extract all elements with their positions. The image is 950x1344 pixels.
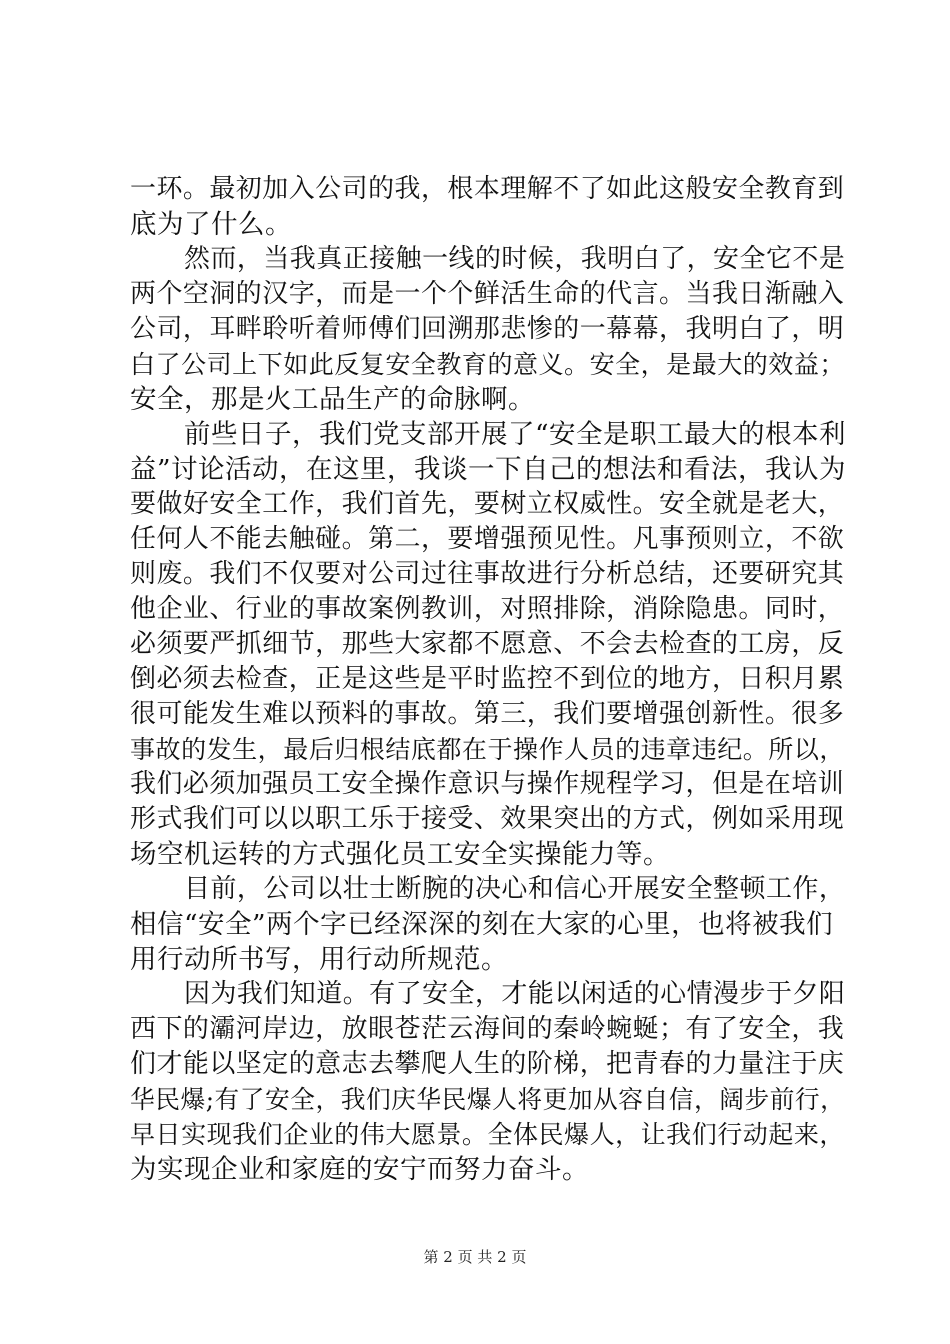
text-line: 目前，公司以壮士断腕的决心和信心开展安全整顿工作， (184, 874, 846, 904)
text-line: 相信“安全”两个字已经深深的刻在大家的心里，也将被我们 (130, 909, 834, 940)
text-line: 安全，那是火工品生产的命脉啊。 (130, 384, 535, 415)
text-line: 任何人不能去触碰。第二，要增强预见性。凡事预则立，不欲 (130, 524, 845, 554)
text-line: 必须要严抓细节，那些大家都不愿意、不会去检查的工房，反 (130, 629, 845, 659)
text-line: 西下的灞河岸边，放眼苍茫云海间的秦岭蜿蜒；有了安全，我 (130, 1014, 845, 1044)
text-line: 要做好安全工作，我们首先，要树立权威性。安全就是老大， (130, 489, 845, 519)
text-line: 两个空洞的汉字，而是一个个鲜活生命的代言。当我日渐融入 (130, 279, 845, 309)
text-line: 底为了什么。 (130, 209, 292, 240)
text-line: 形式我们可以以职工乐于接受、效果突出的方式，例如采用现 (130, 804, 845, 834)
text-line: 们才能以坚定的意志去攀爬人生的阶梯，把青春的力量注于庆 (130, 1049, 845, 1079)
text-line: 事故的发生，最后归根结底都在于操作人员的违章违纪。所以， (130, 735, 845, 764)
text-line: 早日实现我们企业的伟大愿景。全体民爆人，让我们行动起来， (130, 1120, 845, 1149)
text-line: 华民爆;有了安全，我们庆华民爆人将更加从容自信，阔步前行， (130, 1085, 846, 1114)
page-footer (0, 1247, 950, 1267)
text-line: 场空机运转的方式强化员工安全实操能力等。 (130, 839, 670, 870)
text-line: 则废。我们不仅要对公司过往事故进行分析总结，还要研究其 (130, 559, 845, 589)
text-line: 很可能发生难以预料的事故。第三，我们要增强创新性。很多 (130, 699, 845, 729)
text-line: 白了公司上下如此反复安全教育的意义。安全，是最大的效益； (130, 350, 845, 379)
text-line: 公司，耳畔聆听着师傅们回溯那悲惨的一幕幕，我明白了，明 (130, 314, 845, 344)
text-line: 益”讨论活动，在这里，我谈一下自己的想法和看法，我认为 (130, 454, 847, 485)
text-line: 倒必须去检查，正是这些是平时监控不到位的地方，日积月累 (130, 664, 845, 694)
text-line: 我们必须加强员工安全操作意识与操作规程学习，但是在培训 (130, 769, 845, 799)
text-line: 因为我们知道。有了安全，才能以闲适的心情漫步于夕阳 (184, 979, 846, 1009)
page-number-label: 第 2 页 共 2 页 (423, 1248, 527, 1266)
text-line: 一环。最初加入公司的我，根本理解不了如此这般安全教育到 (130, 174, 845, 204)
document-body (130, 172, 848, 1187)
text-line: 用行动所书写，用行动所规范。 (130, 944, 508, 975)
text-line: 前些日子，我们党支部开展了“安全是职工最大的根本利 (184, 419, 847, 450)
text-line: 为实现企业和家庭的安宁而努力奋斗。 (130, 1154, 589, 1185)
text-line: 他企业、行业的事故案例教训，对照排除，消除隐患。同时， (130, 594, 845, 624)
text-line: 然而，当我真正接触一线的时候，我明白了，安全它不是 (184, 244, 846, 274)
